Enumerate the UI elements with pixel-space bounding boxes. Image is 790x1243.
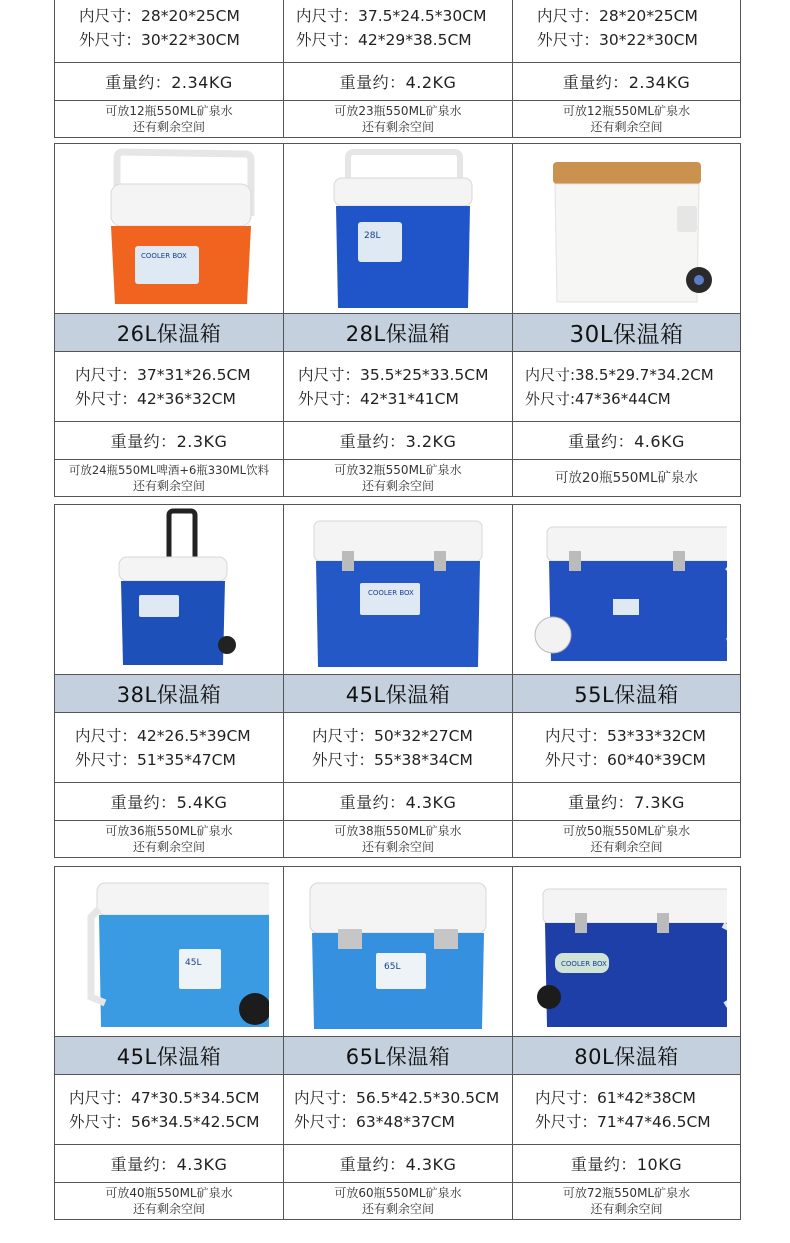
product-name: 45L保温箱 <box>116 1044 222 1069</box>
cooler-45l-wheeled-icon <box>69 869 269 1034</box>
dims-row <box>55 713 740 783</box>
capacity-line-1: 可放38瓶550ML矿泉水 <box>334 824 462 838</box>
capacity-line-2: 还有剩余空间 <box>361 1202 434 1216</box>
dims-cell <box>284 0 513 62</box>
svg-text:COOLER BOX: COOLER BOX <box>368 589 414 597</box>
svg-text:COOLER BOX: COOLER BOX <box>141 252 187 260</box>
inner-size: 内尺寸:38.5*29.7*34.2CM <box>525 365 714 384</box>
outer-size: 外尺寸：51*35*47CM <box>75 750 236 769</box>
cooler-26l-icon <box>69 146 269 311</box>
outer-size: 外尺寸：42*29*38.5CM <box>296 30 472 49</box>
dims-cell <box>513 0 740 62</box>
cooler-30l-icon <box>527 146 727 311</box>
inner-size: 内尺寸：42*26.5*39CM <box>75 726 251 745</box>
weight-text: 重量约：4.3KG <box>339 793 457 812</box>
outer-size: 外尺寸：63*48*37CM <box>294 1112 455 1131</box>
dims-row <box>55 0 740 63</box>
product-image-30l <box>513 144 740 313</box>
product-name: 38L保温箱 <box>116 682 222 707</box>
image-row <box>55 867 740 1037</box>
capacity-row <box>55 821 740 857</box>
name-row <box>55 675 740 713</box>
product-image-55l <box>513 505 740 674</box>
product-image-38l <box>55 505 284 674</box>
weight-row <box>55 422 740 460</box>
outer-size: 外尺寸：71*47*46.5CM <box>535 1112 711 1131</box>
inner-size: 内尺寸：47*30.5*34.5CM <box>69 1088 260 1107</box>
cooler-28l-icon <box>298 146 498 311</box>
weight-text: 重量约：4.6KG <box>568 432 685 451</box>
capacity-row <box>55 460 740 496</box>
svg-text:28L: 28L <box>364 231 381 241</box>
capacity-line-1: 可放50瓶550ML矿泉水 <box>562 824 691 838</box>
spec-block-3 <box>54 866 741 1220</box>
inner-size: 内尺寸：28*20*25CM <box>79 6 240 25</box>
inner-size: 内尺寸：28*20*25CM <box>537 6 698 25</box>
weight-text: 重量约：2.3KG <box>110 432 228 451</box>
dims-row <box>55 1075 740 1145</box>
spec-block-2 <box>54 504 741 858</box>
inner-size: 内尺寸：50*32*27CM <box>312 726 473 745</box>
outer-size: 外尺寸：42*31*41CM <box>298 389 459 408</box>
weight-text: 重量约：2.34KG <box>562 73 691 92</box>
outer-size: 外尺寸：42*36*32CM <box>75 389 236 408</box>
dims-cell <box>55 0 284 62</box>
product-name: 26L保温箱 <box>116 321 222 346</box>
outer-size: 外尺寸：56*34.5*42.5CM <box>69 1112 260 1131</box>
name-row <box>55 314 740 352</box>
product-image-65l <box>284 867 513 1036</box>
capacity-line-2: 还有剩余空间 <box>590 1202 663 1216</box>
weight-row <box>55 63 740 101</box>
capacity-line-1: 可放32瓶550ML矿泉水 <box>334 463 462 477</box>
capacity-line-2: 还有剩余空间 <box>132 840 205 854</box>
capacity-line-2: 还有剩余空间 <box>590 840 663 854</box>
product-image-45l-b <box>55 867 284 1036</box>
svg-text:COOLER BOX: COOLER BOX <box>560 960 607 968</box>
product-image-26l <box>55 144 284 313</box>
capacity-row <box>55 101 740 137</box>
cooler-45l-icon <box>298 507 498 672</box>
capacity-line-2: 还有剩余空间 <box>132 120 205 134</box>
inner-size: 内尺寸：56.5*42.5*30.5CM <box>294 1088 500 1107</box>
product-name: 28L保温箱 <box>345 321 451 346</box>
weight-text: 重量约：4.3KG <box>110 1155 228 1174</box>
dims-row <box>55 352 740 422</box>
outer-size: 外尺寸：55*38*34CM <box>312 750 473 769</box>
capacity-line-2: 还有剩余空间 <box>361 840 434 854</box>
outer-size: 外尺寸：30*22*30CM <box>79 30 240 49</box>
capacity-line-1: 可放24瓶550ML啤酒+6瓶330ML饮料 <box>68 463 270 477</box>
weight-row <box>55 1145 740 1183</box>
product-image-45l-a <box>284 505 513 674</box>
inner-size: 内尺寸：61*42*38CM <box>535 1088 696 1107</box>
cooler-65l-icon <box>298 869 498 1034</box>
inner-size: 内尺寸：53*33*32CM <box>545 726 706 745</box>
weight-text: 重量约：7.3KG <box>568 793 685 812</box>
product-image-28l <box>284 144 513 313</box>
product-name: 80L保温箱 <box>574 1044 679 1069</box>
inner-size: 内尺寸：37.5*24.5*30CM <box>296 6 487 25</box>
svg-text:65L: 65L <box>384 962 401 972</box>
weight-text: 重量约：5.4KG <box>110 793 228 812</box>
outer-size: 外尺寸:47*36*44CM <box>525 389 671 408</box>
capacity-line-2: 还有剩余空间 <box>132 1202 205 1216</box>
weight-text: 重量约：4.2KG <box>339 73 457 92</box>
capacity-line-1: 可放60瓶550ML矿泉水 <box>334 1186 462 1200</box>
weight-text: 重量约：2.34KG <box>105 73 233 92</box>
capacity-line-1: 可放12瓶550ML矿泉水 <box>105 104 233 118</box>
capacity-line-1: 可放72瓶550ML矿泉水 <box>562 1186 691 1200</box>
capacity-line-1: 可放20瓶550ML矿泉水 <box>554 470 699 486</box>
capacity-line-2: 还有剩余空间 <box>361 120 434 134</box>
outer-size: 外尺寸：30*22*30CM <box>537 30 698 49</box>
weight-text: 重量约：4.3KG <box>339 1155 457 1174</box>
inner-size: 内尺寸：35.5*25*33.5CM <box>298 365 489 384</box>
weight-row <box>55 783 740 821</box>
cooler-80l-icon <box>527 869 727 1034</box>
capacity-line-2: 还有剩余空间 <box>590 120 663 134</box>
svg-text:45L: 45L <box>185 958 202 968</box>
product-name: 55L保温箱 <box>574 682 679 707</box>
cooler-55l-icon <box>527 507 727 672</box>
product-image-80l <box>513 867 740 1036</box>
cooler-38l-icon <box>69 507 269 672</box>
capacity-line-2: 还有剩余空间 <box>132 479 205 493</box>
name-row <box>55 1037 740 1075</box>
capacity-row <box>55 1183 740 1219</box>
product-name: 45L保温箱 <box>345 682 451 707</box>
product-name: 30L保温箱 <box>569 322 684 348</box>
spec-block-top <box>54 0 741 138</box>
inner-size: 内尺寸：37*31*26.5CM <box>75 365 251 384</box>
image-row <box>55 144 740 314</box>
capacity-line-2: 还有剩余空间 <box>361 479 434 493</box>
spec-block-1 <box>54 143 741 497</box>
outer-size: 外尺寸：60*40*39CM <box>545 750 706 769</box>
weight-text: 重量约：3.2KG <box>339 432 457 451</box>
product-name: 65L保温箱 <box>345 1044 451 1069</box>
capacity-line-1: 可放36瓶550ML矿泉水 <box>105 824 233 838</box>
capacity-line-1: 可放23瓶550ML矿泉水 <box>334 104 462 118</box>
capacity-line-1: 可放12瓶550ML矿泉水 <box>562 104 691 118</box>
capacity-line-1: 可放40瓶550ML矿泉水 <box>105 1186 233 1200</box>
image-row <box>55 505 740 675</box>
weight-text: 重量约：10KG <box>570 1155 683 1174</box>
